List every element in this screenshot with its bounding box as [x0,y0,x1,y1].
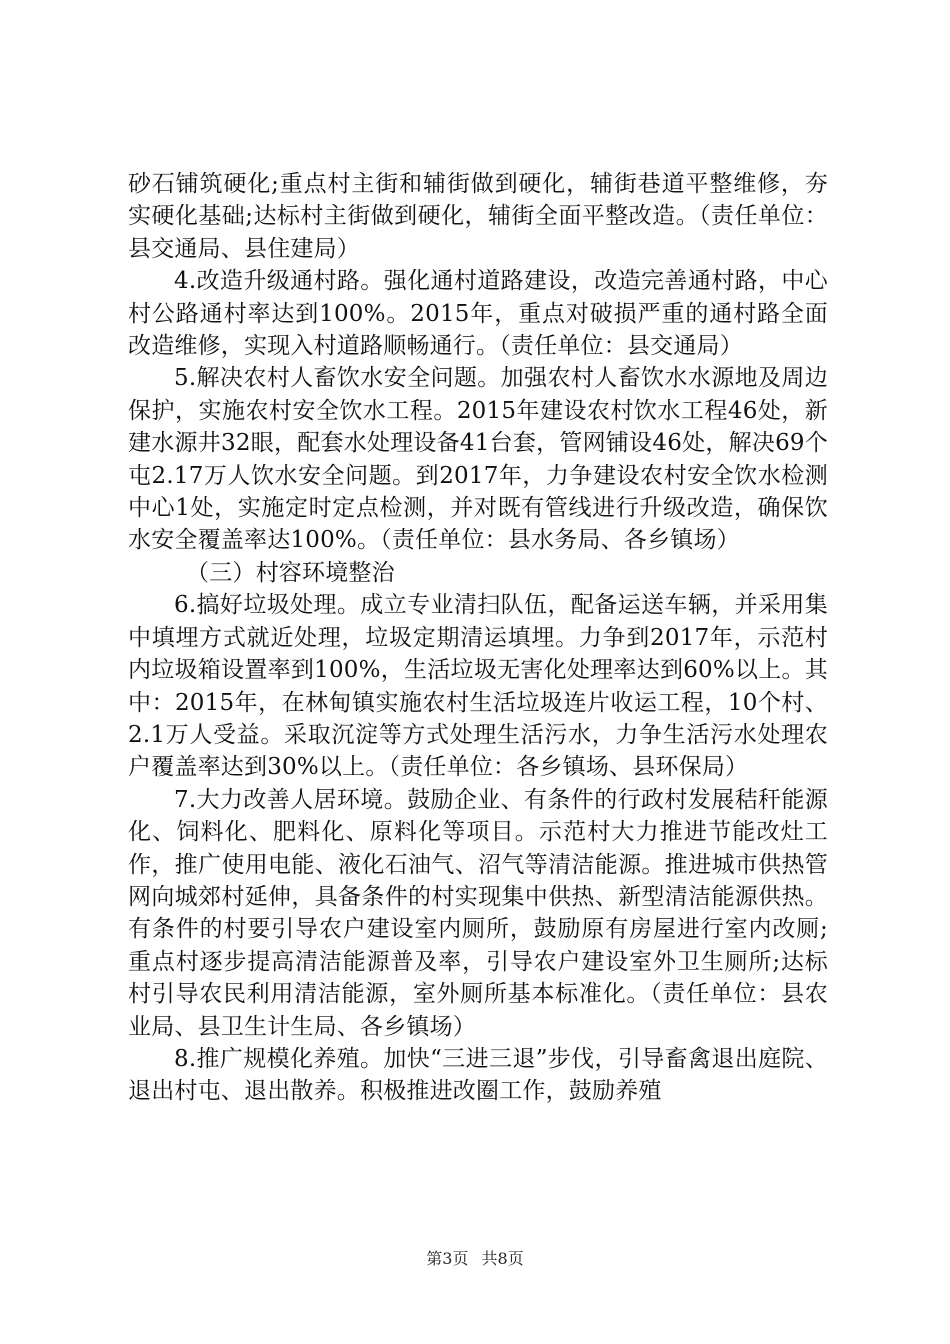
page-number: 第3页 [426,1249,469,1268]
page-total: 共8页 [481,1249,524,1268]
paragraph-item-4: 4.改造升级通村路。强化通村道路建设，改造完善通村路，中心村公路通村率达到100%。2015年，重点对破损严重的通村路全面改造维修，实现入村道路顺畅通行。（责任单位：县交通局） [128,268,828,360]
paragraph-item-5: 5.解决农村人畜饮水安全问题。加强农村人畜饮水水源地及周边保护，实施农村安全饮水工程。2015年建设农村饮水工程46处，新建水源井32眼，配套水处理设备41台套，管网铺设46处，解决69个屯2.17万人饮水安全问题。到2017年，力争建设农村安全饮水检测中心1处，实施定时定点检测，并对既有管线进行升级改造，确保饮水安全覆盖率达100%。（责任单位：县水务局、各乡镇场） [128,365,828,554]
paragraph-continuation: 砂石铺筑硬化;重点村主街和辅街做到硬化，辅街巷道平整维修，夯实硬化基础;达标村主街做到硬化，辅街全面平整改造。（责任单位：县交通局、县住建局） [128,171,828,262]
section-heading: （三）村容环境整治 [186,559,395,586]
paragraph-item-8: 8.推广规模化养殖。加快“三进三退”步伐，引导畜禽退出庭院、退出村屯、退出散养。积极推进改圈工作，鼓励养殖 [128,1045,828,1105]
paragraph-item-6: 6.搞好垃圾处理。成立专业清扫队伍，配备运送车辆，并采用集中填埋方式就近处理，垃圾定期清运填埋。力争到2017年，示范村内垃圾箱设置率到100%，生活垃圾无害化处理率达到60%以上。其中：2015年，在林甸镇实施农村生活垃圾连片收运工程，10个村、2.1万人受益。采取沉淀等方式处理生活污水，力争生活污水处理农户覆盖率达到30%以上。（责任单位：各乡镇场、县环保局） [128,592,828,781]
body-text [128,168,828,1108]
paragraph-item-7: 7.大力改善人居环境。鼓励企业、有条件的行政村发展秸秆能源化、饲料化、肥料化、原料化等项目。示范村大力推进节能改灶工作，推广使用电能、液化石油气、沼气等清洁能源。推进城市供热管网向城郊村延伸，具备条件的村实现集中供热、新型清洁能源供热。有条件的村要引导农户建设室内厕所，鼓励原有房屋进行室内改厕;重点村逐步提高清洁能源普及率，引导农户建设室外卫生厕所;达标村引导农民利用清洁能源，室外厕所基本标准化。（责任单位：县农业局、县卫生计生局、各乡镇场） [128,786,828,1040]
page-footer [0,1246,950,1269]
